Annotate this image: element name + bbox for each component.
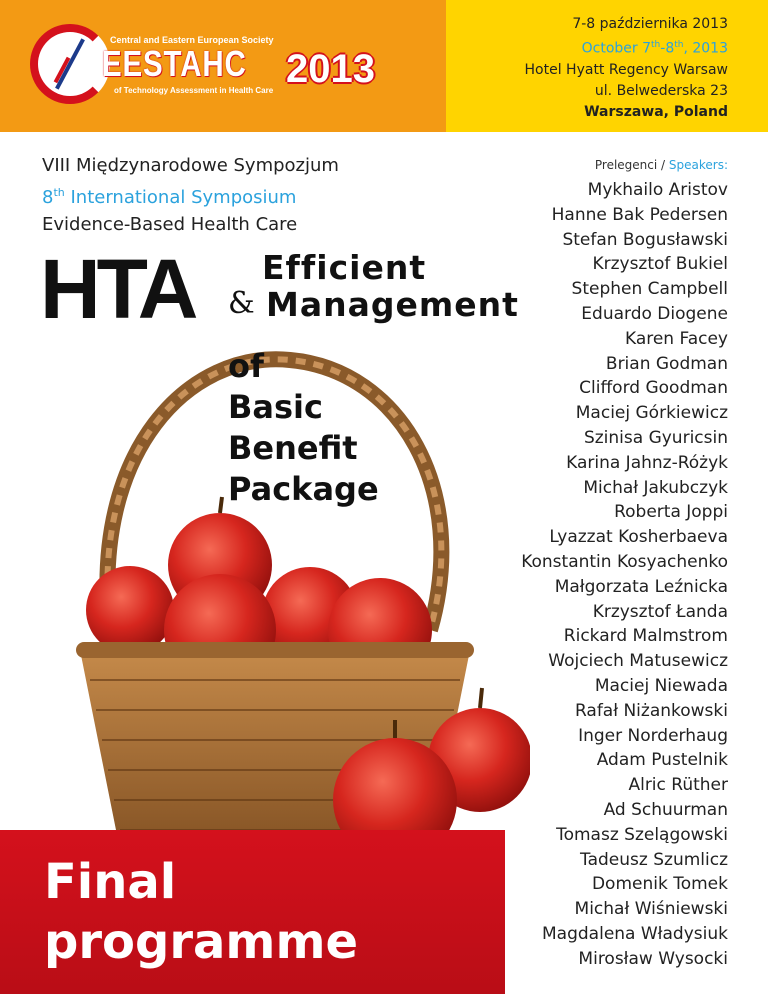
speaker-name: Michał Wiśniewski <box>574 899 728 920</box>
eestahc-logo <box>30 22 430 122</box>
speaker-name: Brian Godman <box>605 353 728 374</box>
speaker-name: Alric Rüther <box>628 775 728 796</box>
speaker-name: Wojciech Matusewicz <box>548 651 728 672</box>
speakers-heading: Prelegenci / Speakers: <box>594 158 728 172</box>
event-date-pl: 7-8 października 2013 <box>572 16 728 32</box>
speaker-name: Hanne Bak Pedersen <box>551 204 728 225</box>
symposium-subtitle: Evidence-Based Health Care <box>42 214 298 235</box>
speaker-name: Clifford Goodman <box>579 378 728 399</box>
speaker-name: Krzysztof Bukiel <box>592 254 728 275</box>
speaker-name: Maciej Niewada <box>594 675 728 696</box>
speaker-name: Lyazzat Kosherbaeva <box>549 527 728 548</box>
logo-bottom-text: of Technology Assessment in Health Care <box>114 86 274 95</box>
speaker-name: Rafał Niżankowski <box>574 700 728 721</box>
title-benefit: Benefit <box>228 429 358 467</box>
title-package <box>228 346 379 510</box>
event-venue: Hotel Hyatt Regency Warsaw <box>524 61 728 78</box>
speakers-list <box>521 178 728 972</box>
speaker-name: Krzysztof Łanda <box>592 601 728 622</box>
event-date-en: October 7th-8th, 2013 <box>581 40 728 57</box>
title-hta: HTA <box>40 242 195 336</box>
speaker-name: Stefan Bogusławski <box>562 229 728 250</box>
speaker-name: Tomasz Szelągowski <box>556 824 728 845</box>
title-package-word: Package <box>228 470 379 508</box>
speaker-name: Karina Jahnz-Różyk <box>566 452 728 473</box>
event-info <box>525 14 728 123</box>
event-city: Warszawa, Poland <box>584 103 728 120</box>
title-of: of <box>228 347 264 385</box>
speaker-name: Eduardo Diogene <box>581 303 728 324</box>
speaker-name: Roberta Joppi <box>614 502 728 523</box>
speaker-name: Adam Pustelnik <box>596 750 728 771</box>
speaker-name: Konstantin Kosyachenko <box>521 551 728 572</box>
speaker-name: Mirosław Wysocki <box>578 948 728 969</box>
speaker-name: Magdalena Władysiuk <box>542 923 728 944</box>
programme-word: programme <box>44 914 359 970</box>
speaker-name: Inger Norderhaug <box>578 725 728 746</box>
final-word: Final <box>44 854 177 910</box>
speaker-name: Mykhailo Aristov <box>587 180 728 200</box>
speaker-name: Maciej Górkiewicz <box>575 403 728 424</box>
speaker-name: Karen Facey <box>624 328 728 349</box>
logo-name: EESTAHC <box>102 43 247 84</box>
speaker-name: Tadeusz Szumlicz <box>580 849 728 870</box>
title-basic: Basic <box>228 388 323 426</box>
speaker-name: Ad Schuurman <box>603 799 728 820</box>
speaker-name: Rickard Malmstrom <box>563 626 728 647</box>
title-efficient: Efficient <box>262 248 427 287</box>
final-programme-title <box>44 852 358 972</box>
title-ampersand: & <box>228 286 255 321</box>
speaker-name: Michał Jakubczyk <box>583 477 728 498</box>
speaker-name: Domenik Tomek <box>591 874 728 895</box>
symposium-titles <box>42 152 339 238</box>
speaker-name: Małgorzata Leźnicka <box>554 576 728 597</box>
logo-top-text: Central and Eastern European Society <box>110 35 274 45</box>
logo-year: 2013 <box>286 47 375 91</box>
title-management: Management <box>266 285 519 324</box>
symposium-title-pl: VIII Międzynarodowe Sympozjum <box>42 155 339 176</box>
event-street: ul. Belwederska 23 <box>594 82 728 99</box>
symposium-title-en: 8th International Symposium <box>42 186 297 208</box>
speaker-name: Stephen Campbell <box>571 279 728 300</box>
speaker-name: Szinisa Gyuricsin <box>583 427 728 448</box>
